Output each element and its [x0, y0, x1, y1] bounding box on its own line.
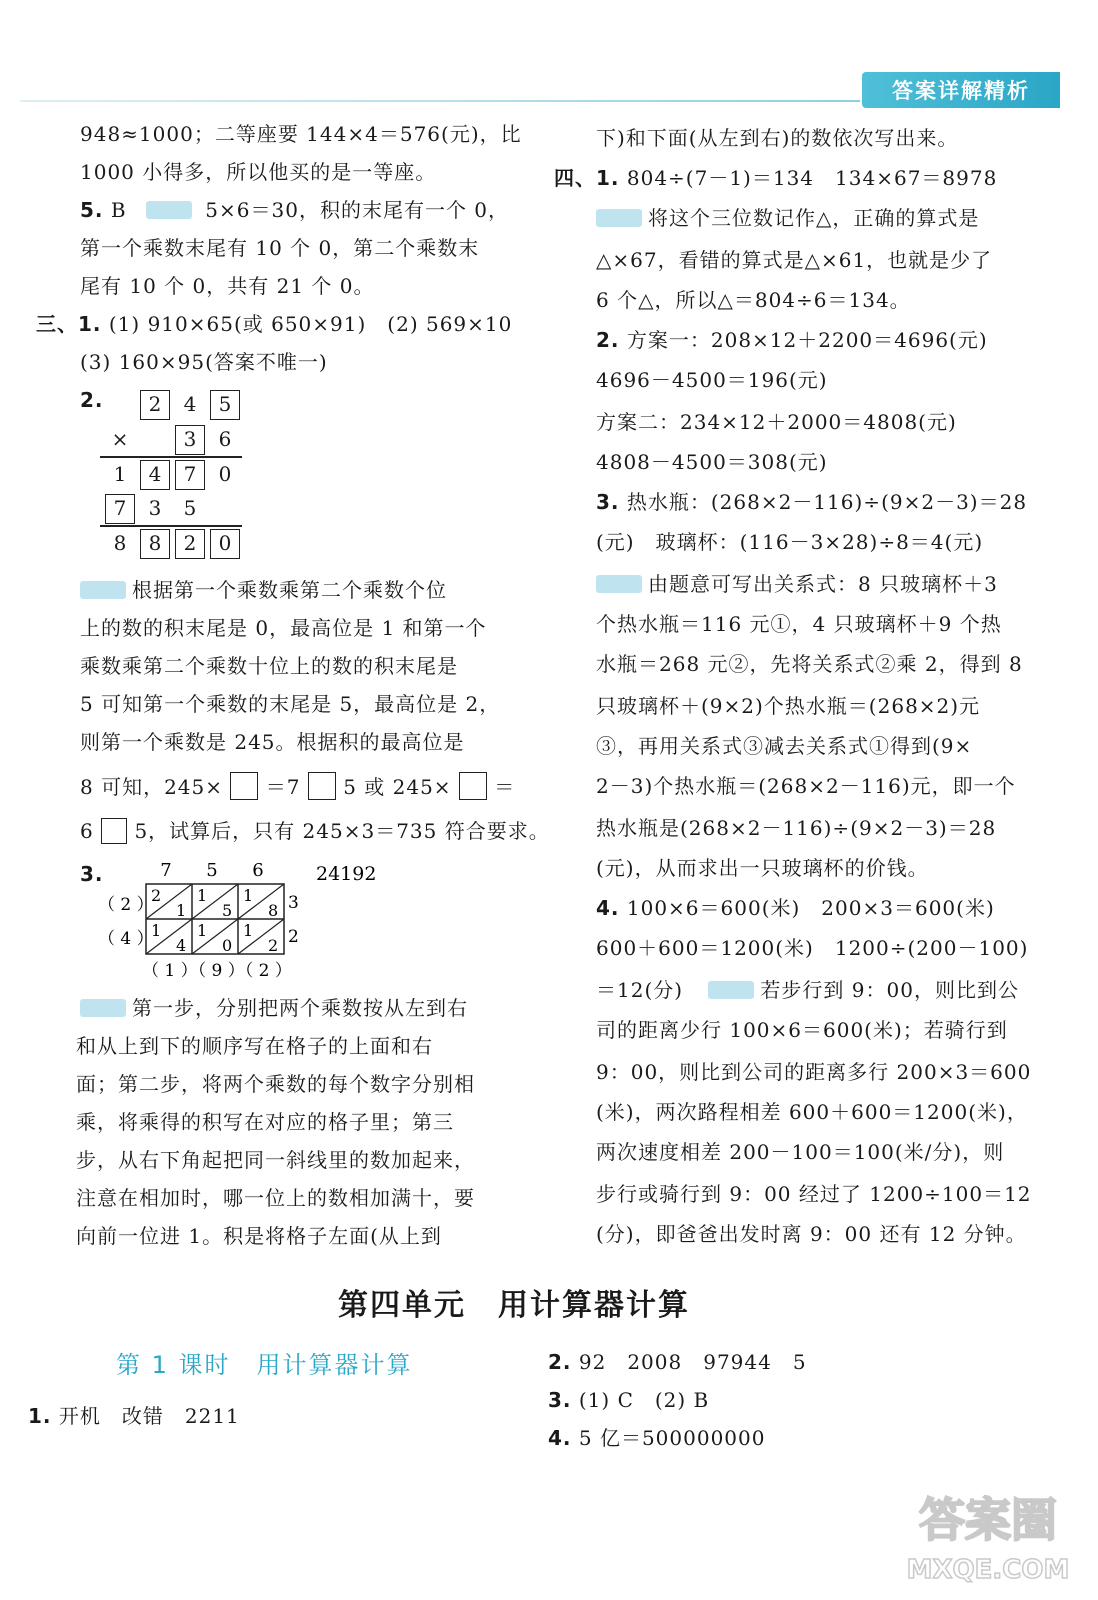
- header-rule: [20, 100, 860, 102]
- digit: 1: [113, 462, 127, 486]
- digit-box: 0: [210, 529, 240, 559]
- explanation-line: 乘，将乘得的积写在对应的格子里；第三: [76, 1110, 454, 1134]
- explanation-line: [596, 206, 979, 230]
- lattice-units: 5: [222, 901, 233, 920]
- explanation-text: 由题意可写出关系式：8 只玻璃杯＋3: [648, 572, 998, 596]
- question-number: 1.: [596, 166, 620, 190]
- explanation-line: (分)，即爸爸出发时离 9：00 还有 12 分钟。: [596, 1222, 1027, 1246]
- lattice-tens: 1: [243, 921, 254, 940]
- left-line: 1000 小得多，所以他买的是一等座。: [80, 160, 437, 184]
- lattice-tens: 1: [151, 921, 162, 940]
- explanation-line: 上的数的积末尾是 0，最高位是 1 和第一个: [80, 616, 487, 640]
- question-number: 2.: [596, 328, 620, 352]
- explanation-line: 司的距离少行 100×6＝600(米)；若骑行到: [596, 1018, 1008, 1042]
- answer-line: (元) 玻璃杯：(116－3×28)÷8＝4(元): [596, 530, 984, 554]
- explanation-text: 8 可知，245×: [80, 775, 224, 799]
- explanation-line: 个热水瓶＝116 元①，4 只玻璃杯＋9 个热: [596, 612, 1002, 636]
- explanation-tag-icon: [708, 981, 754, 999]
- lattice-units: 2: [268, 936, 279, 955]
- lattice-right-digit: 2: [288, 927, 299, 947]
- lattice-right-digit: 3: [288, 893, 299, 913]
- question-number: 4.: [596, 896, 620, 920]
- lattice-result: 24192: [316, 863, 377, 885]
- answer-5: [80, 198, 509, 222]
- lattice-top-digit: 5: [206, 860, 218, 881]
- lattice-multiplication: [90, 856, 400, 984]
- sum-line: [100, 456, 242, 458]
- explanation-line: 2－3)个热水瓶＝(268×2－116)元，即一个: [596, 774, 1016, 798]
- explanation-line: 乘数乘第二个乘数十位上的数的积末尾是: [80, 654, 458, 678]
- unit-title: 第四单元 用计算器计算: [338, 1288, 690, 1323]
- bottom-answer-3: [548, 1388, 709, 1412]
- watermark-text: 答案圈: [919, 1493, 1057, 1547]
- answer-text: 方案一：208×12＋2200＝4696(元): [626, 328, 988, 352]
- digit-box: 2: [175, 529, 205, 559]
- answer-line: 4808－4500＝308(元): [596, 450, 828, 474]
- explanation-tag-icon: [596, 209, 642, 227]
- explanation-line: ③，再用关系式③减去关系式①得到(9×: [596, 734, 973, 758]
- section-3-q1: [36, 312, 512, 336]
- explanation-tag-icon: [80, 999, 126, 1017]
- lattice-left-digit: （ 2 ）: [98, 895, 154, 915]
- blank-box: [230, 772, 258, 800]
- question-number: 3.: [80, 862, 104, 886]
- explanation-line: △×67，看错的算式是△×61，也就是少了: [596, 248, 993, 272]
- blank-box: [308, 772, 336, 800]
- answer-text: (1) 910×65(或 650×91) (2) 569×10: [108, 312, 513, 336]
- digit-box: 3: [175, 425, 205, 455]
- sum-line: [100, 525, 242, 527]
- explanation-line: 两次速度相差 200－100＝100(米/分)，则: [596, 1140, 1005, 1164]
- q3-line: [596, 490, 1027, 514]
- explanation-text: 6: [80, 819, 94, 843]
- explanation-text: 将这个三位数记作△，正确的算式是: [648, 206, 980, 230]
- lattice-top-digit: 6: [252, 860, 264, 881]
- explanation-line: 只玻璃杯＋(9×2)个热水瓶＝(268×2)元: [596, 694, 981, 718]
- left-line: (3) 160×95(答案不唯一): [80, 350, 328, 374]
- explanation-line: 和从上到下的顺序写在格子的上面和右: [76, 1034, 433, 1058]
- lesson-title: 第 1 课时 用计算器计算: [116, 1351, 413, 1379]
- answer-text: 804÷(7－1)＝134 134×67＝8978: [626, 166, 998, 190]
- watermark-url: MXQE.COM: [906, 1555, 1070, 1585]
- explanation-text: 根据第一个乘数乘第二个乘数个位: [132, 578, 447, 602]
- digit-box: 4: [140, 460, 170, 490]
- section-label: 三、: [36, 312, 78, 336]
- digit-box: 8: [140, 529, 170, 559]
- lattice-tens: 1: [197, 921, 208, 940]
- explanation-line: 5 可知第一个乘数的末尾是 5，最高位是 2，: [80, 692, 501, 716]
- question-number: 1.: [78, 312, 102, 336]
- left-line: 948≈1000；二等座要 144×4＝576(元)，比: [80, 122, 522, 146]
- explanation-text: 若步行到 9：00，则比到公: [760, 978, 1019, 1002]
- lattice-bottom-digits: （ 1 ）（ 9 ）（ 2 ）: [142, 961, 292, 981]
- explanation-text: 5，试算后，只有 245×3＝735 符合要求。: [134, 819, 550, 843]
- explanation-text: ＝: [494, 775, 516, 799]
- bottom-answer-4: [548, 1426, 765, 1450]
- explanation-line: 9：00，则比到公司的距离多行 200×3＝600: [596, 1060, 1032, 1084]
- answer-text: 92 2008 97944 5: [578, 1350, 807, 1374]
- section-4-q1: [554, 166, 997, 190]
- question-number: 4.: [548, 1426, 572, 1450]
- answer-text: 100×6＝600(米) 200×3＝600(米): [626, 896, 995, 920]
- answer-line: 方案二：234×12＋2000＝4808(元): [596, 410, 957, 434]
- explanation-line: [596, 572, 998, 596]
- explanation-line: 则第一个乘数是 245。根据积的最高位是: [80, 730, 465, 754]
- explanation-text: ＝7: [265, 775, 301, 799]
- answer-text: 热水瓶：(268×2－116)÷(9×2－3)＝28: [626, 490, 1028, 514]
- digit: 3: [148, 496, 162, 520]
- question-number: 2.: [548, 1350, 572, 1374]
- explanation-line: 向前一位进 1。积是将格子左面(从上到: [76, 1224, 442, 1248]
- watermark-logo: [900, 1478, 1076, 1590]
- question-number: 5.: [80, 198, 104, 222]
- explanation-line: 面；第二步，将两个乘数的每个数字分别相: [76, 1072, 475, 1096]
- lattice-tens: 2: [151, 886, 162, 905]
- answer-text: ＝12(分): [596, 978, 684, 1002]
- q2-line: [596, 328, 988, 352]
- explanation-line: [80, 772, 515, 800]
- lattice-top-digit: 7: [160, 860, 172, 881]
- bottom-answer-2: [548, 1350, 807, 1374]
- lattice-units: 8: [268, 901, 279, 920]
- explanation-tag-icon: [146, 201, 192, 219]
- question-number: 1.: [28, 1404, 52, 1428]
- answer-line: 4696－4500＝196(元): [596, 368, 828, 392]
- explanation-line: (元)，从而求出一只玻璃杯的价钱。: [596, 856, 929, 880]
- question-number: 3.: [596, 490, 620, 514]
- lattice-units: 4: [176, 936, 187, 955]
- question-number: 2.: [80, 388, 104, 412]
- explanation-line: [80, 578, 447, 602]
- digit: 8: [113, 531, 127, 555]
- answer-choice: B: [110, 198, 127, 222]
- lattice-units: 1: [176, 901, 187, 920]
- lattice-tens: 1: [197, 886, 208, 905]
- explanation-tag-icon: [596, 575, 642, 593]
- right-line: 下)和下面(从左到右)的数依次写出来。: [596, 126, 959, 150]
- bottom-answer-1: [28, 1404, 240, 1428]
- digit: 4: [183, 392, 197, 416]
- answer-text: 开机 改错 2211: [58, 1404, 240, 1428]
- answer-text: 5 亿＝500000000: [578, 1426, 766, 1450]
- q4-line: [596, 896, 995, 920]
- lattice-left-digit: （ 4 ）: [98, 929, 154, 949]
- left-line: 第一个乘数末尾有 10 个 0，第二个乘数末: [80, 236, 480, 260]
- explanation-tag-icon: [80, 581, 126, 599]
- digit-box: 7: [105, 494, 135, 524]
- lattice-tens: 1: [243, 886, 254, 905]
- explanation-line: 步，从右下角起把同一斜线里的数加起来，: [76, 1148, 475, 1172]
- explanation-line: (米)，两次路程相差 600＋600＝1200(米)，: [596, 1100, 1028, 1124]
- digit-box: 7: [175, 460, 205, 490]
- digit-box: 2: [140, 390, 170, 420]
- explanation-line: 水瓶＝268 元②，先将关系式②乘 2，得到 8: [596, 652, 1023, 676]
- section-label: 四、: [554, 166, 596, 190]
- answer-text: (1) C (2) B: [578, 1388, 710, 1412]
- explanation-line: 6 个△，所以△＝804÷6＝134。: [596, 288, 911, 312]
- question-number: 3.: [548, 1388, 572, 1412]
- explanation-line: [80, 818, 550, 844]
- header-badge: 答案详解精析: [862, 72, 1060, 108]
- multiply-sign: ×: [111, 427, 129, 451]
- answer-text: 5×6＝30，积的末尾有一个 0，: [205, 198, 510, 222]
- blank-box: [459, 772, 487, 800]
- explanation-line: 注意在相加时，哪一位上的数相加满十，要: [76, 1186, 475, 1210]
- digit-box: 5: [210, 390, 240, 420]
- left-line: 尾有 10 个 0，共有 21 个 0。: [80, 274, 375, 298]
- digit: 5: [183, 496, 197, 520]
- digit: 6: [218, 427, 232, 451]
- blank-box: [101, 818, 127, 844]
- answer-line: 600＋600＝1200(米) 1200÷(200－100): [596, 936, 1029, 960]
- digit: 0: [218, 462, 232, 486]
- explanation-line: 热水瓶是(268×2－116)÷(9×2－3)＝28: [596, 816, 997, 840]
- explanation-text: 5 或 245×: [343, 775, 452, 799]
- answer-line: [596, 978, 1019, 1002]
- lattice-units: 0: [222, 936, 233, 955]
- explanation-line: [80, 996, 468, 1020]
- explanation-text: 第一步，分别把两个乘数按从左到右: [132, 996, 468, 1020]
- explanation-line: 步行或骑行到 9：00 经过了 1200÷100＝12: [596, 1182, 1032, 1206]
